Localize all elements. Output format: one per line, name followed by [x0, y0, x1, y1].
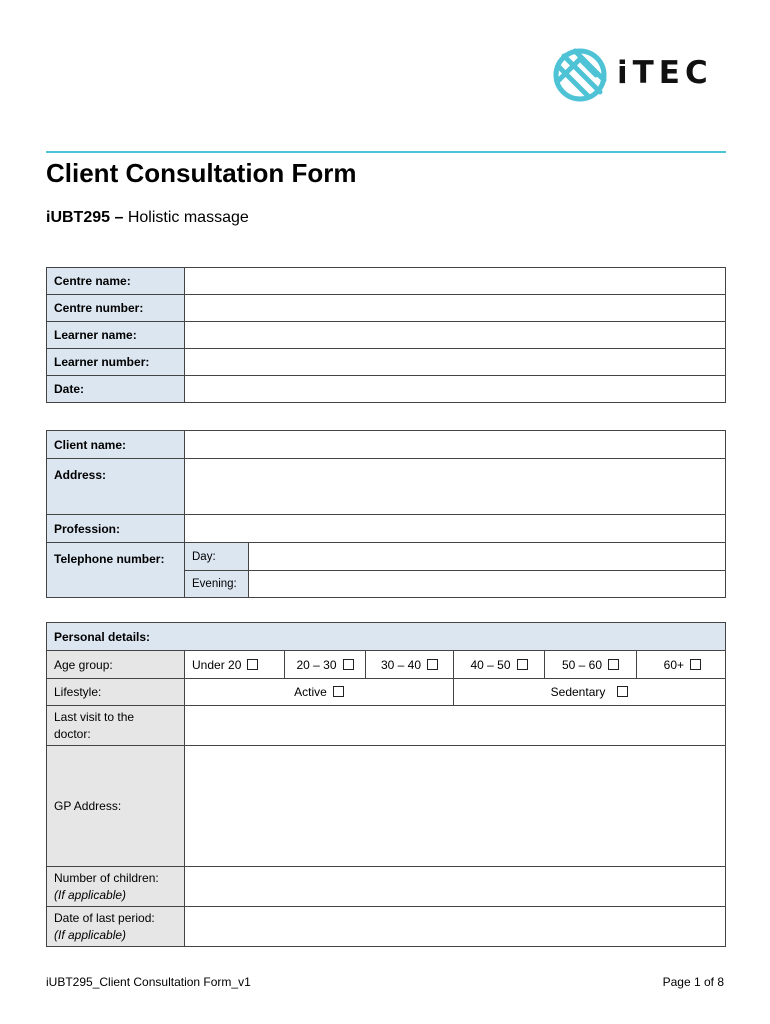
evening-label: Evening: — [185, 571, 249, 598]
age-option-40-50[interactable] — [454, 651, 545, 679]
page-title: Client Consultation Form — [46, 158, 357, 188]
evening-phone-field[interactable] — [249, 571, 726, 598]
unit-name: Holistic massage — [127, 209, 249, 226]
checkbox[interactable] — [608, 659, 619, 670]
centre-number-field[interactable] — [185, 295, 726, 322]
lifestyle-active[interactable] — [185, 679, 454, 706]
centre-number-label: Centre number: — [47, 295, 185, 322]
telephone-label: Telephone number: — [47, 543, 185, 598]
lifestyle-option-label: Active — [294, 685, 327, 699]
checkbox[interactable] — [247, 659, 258, 670]
age-option-label: 60+ — [663, 657, 685, 672]
unit-code: iUBT295 — [46, 209, 111, 226]
children-field[interactable] — [185, 867, 726, 907]
lifestyle-label: Lifestyle: — [47, 679, 185, 706]
date-field[interactable] — [185, 376, 726, 403]
period-text: Date of last period: — [54, 910, 155, 925]
last-visit-label — [47, 706, 185, 746]
lifestyle-sedentary[interactable] — [454, 679, 726, 706]
learner-name-field[interactable] — [185, 322, 726, 349]
lifestyle-option-label: Sedentary — [550, 685, 606, 699]
client-name-field[interactable] — [185, 431, 726, 459]
footer-doc-name: iUBT295_Client Consultation Form_v1 — [46, 975, 251, 989]
centre-name-field[interactable] — [185, 268, 726, 295]
client-name-label: Client name: — [47, 431, 185, 459]
footer-page-number: Page 1 of 8 — [662, 975, 724, 989]
address-field[interactable] — [185, 459, 726, 515]
children-label — [47, 867, 185, 907]
period-label — [47, 907, 185, 947]
last-visit-line-2: doctor: — [54, 726, 91, 741]
period-note: (If applicable) — [54, 927, 127, 942]
profession-label: Profession: — [47, 515, 185, 543]
learner-name-label: Learner name: — [47, 322, 185, 349]
personal-table — [46, 622, 726, 947]
learner-number-label: Learner number: — [47, 349, 185, 376]
last-visit-field[interactable] — [185, 706, 726, 746]
age-option-label: 20 – 30 — [296, 657, 337, 672]
age-option-50-60[interactable] — [545, 651, 637, 679]
children-note: (If applicable) — [54, 887, 127, 902]
period-field[interactable] — [185, 907, 726, 947]
age-option-60-plus[interactable] — [637, 651, 726, 679]
age-option-20-30[interactable] — [285, 651, 366, 679]
address-label: Address: — [47, 459, 185, 515]
logo-text: iTEC — [617, 55, 713, 91]
checkbox[interactable] — [517, 659, 528, 670]
day-label: Day: — [185, 543, 249, 571]
checkbox[interactable] — [427, 659, 438, 670]
profession-field[interactable] — [185, 515, 726, 543]
age-option-label: 40 – 50 — [470, 657, 511, 672]
header-rule — [46, 151, 726, 153]
gp-address-field[interactable] — [185, 746, 726, 867]
children-text: Number of children: — [54, 870, 159, 885]
last-visit-line-1: Last visit to the — [54, 709, 135, 724]
age-option-label: 50 – 60 — [561, 657, 603, 672]
age-option-under-20[interactable] — [185, 651, 285, 679]
date-label: Date: — [47, 376, 185, 403]
age-option-label: 30 – 40 — [380, 657, 422, 672]
personal-heading: Personal details: — [47, 623, 726, 651]
age-group-label: Age group: — [47, 651, 185, 679]
checkbox[interactable] — [343, 659, 354, 670]
checkbox[interactable] — [617, 686, 628, 697]
age-option-label: Under 20 — [192, 657, 242, 672]
day-phone-field[interactable] — [249, 543, 726, 571]
learner-number-field[interactable] — [185, 349, 726, 376]
subtitle-dash: – — [110, 209, 128, 226]
centre-table — [46, 267, 726, 403]
centre-name-label: Centre name: — [47, 268, 185, 295]
client-table — [46, 430, 726, 598]
gp-address-label: GP Address: — [47, 746, 185, 867]
checkbox[interactable] — [333, 686, 344, 697]
checkbox[interactable] — [690, 659, 701, 670]
age-option-30-40[interactable] — [366, 651, 454, 679]
page-subtitle — [46, 209, 249, 227]
